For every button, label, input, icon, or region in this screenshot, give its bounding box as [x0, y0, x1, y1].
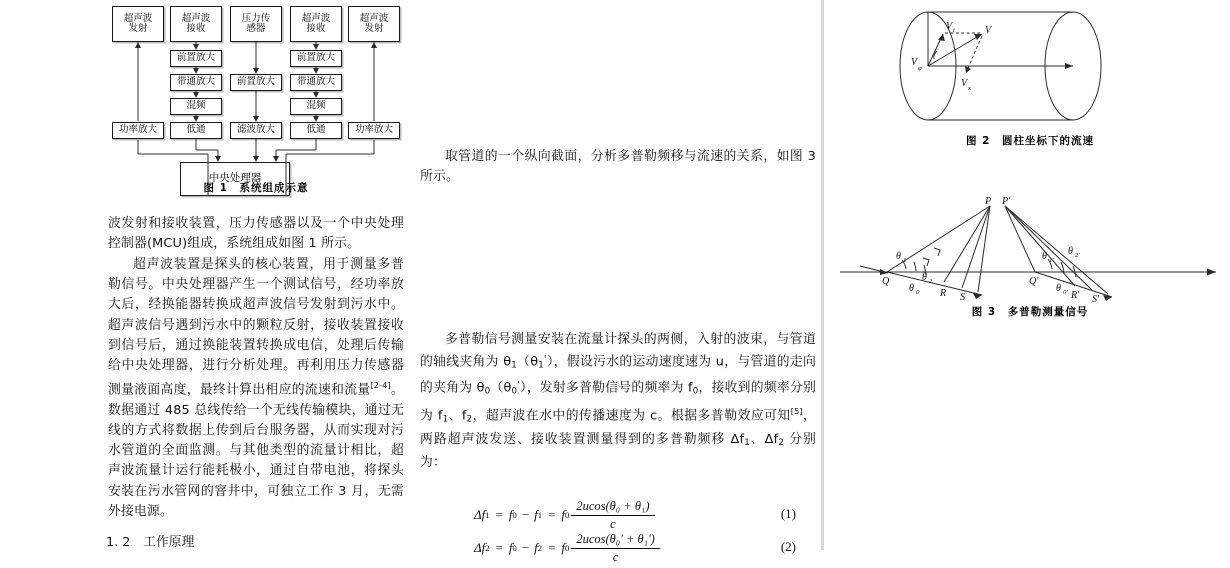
svg-text:t: t [953, 27, 955, 34]
eq1-equals-2: = [548, 507, 556, 522]
block-lowpass-left [170, 122, 222, 139]
section-heading-1-2: 1. 2 工作原理 [106, 535, 195, 550]
eq1-fraction [571, 499, 654, 532]
page-edge-shadow [821, 0, 824, 550]
block-label: 低通 [186, 124, 206, 136]
figure-3-caption: 图 3 多普勒测量信号 [971, 306, 1089, 318]
equation-2-body: Δf 2 = f 0 − f 2 = f 0 $\frac{\text{2ucos(θ₀' + θ₁')}}{c}$ [474, 528, 662, 568]
label-theta1-prime: θ [1042, 251, 1047, 262]
eq2-equals-2: = [548, 540, 556, 555]
reference-marker-2-4: [2-4] [370, 381, 391, 391]
figure-1-caption: 图 1 系统组成示意 [203, 182, 309, 194]
eq2-denominator: c [612, 549, 619, 564]
label-r: R [940, 288, 947, 299]
right-paragraph-1 [420, 147, 816, 187]
equation-1-body: Δf 1 = f 0 − f 1 = f 0 $\frac{\text{2ucos(θ₀ + θ₁)}}{c}$ [474, 495, 657, 535]
rp2-g: 、f [448, 408, 467, 424]
label-vx: V [961, 78, 968, 89]
block-label: 低通 [306, 124, 326, 136]
eq2-minus: − [521, 540, 530, 555]
block-label: 超声波 接收 [181, 12, 211, 34]
rp2-h: ，超声波在水中的传播速度为 c。根据多普勒效应可知 [472, 408, 791, 424]
figure-3-doppler-signal [830, 196, 1230, 326]
arrow-up [135, 42, 141, 48]
block-label: 带通放大 [296, 76, 335, 88]
block-label: 超声波 接收 [301, 12, 331, 34]
figure-2-caption: 图 2 圆柱坐标下的流速 [966, 135, 1094, 147]
eq2-t1: f [508, 540, 513, 555]
block-label: 滤波放大 [236, 124, 275, 136]
block-preamp-right [290, 50, 342, 67]
equation-1-number: (1) [780, 506, 796, 521]
right-paragraph-2: 多普勒信号测量安装在流量计探头的两侧，入射的波束，与管道的轴线夹角为 $\theta_1(\theta_1')$，假设污水的运动速度速为 u，与管道的走向的夹角为 $\theta_0(\theta_0')$，发射多普勒信号的频率为 $f_0$，接收到的频率分别为 $f_1$、$f_2$，超声波在水中的传播速度为 c。根据多普勒效应可知[5]，两路超声波发送、接收装置测量得到的多普勒频移 $\Delta f_1$、$\Delta f_2$ 分别为： [420, 332, 817, 470]
rp2-a: 多普勒信号测量安装在流量计探头的两侧，入射的波束，与管道的轴线夹角为 θ [420, 332, 816, 370]
block-label: 超声波 发射 [123, 12, 153, 34]
svg-text:1: 1 [903, 257, 907, 264]
rp2-e: ），发射多普勒信号的频率为 f [520, 380, 693, 396]
block-mixer-right [290, 98, 342, 115]
left-paragraph-2-text-b: 。数据通过 485 总线传给一个无线传输模块，通过无线的方式将数据上传到后台服务器，从而实现对污水管道的全面监测。与其他类型的流量计相比，超声波流量计运行能耗极小，通过自带电池，将探头安装在污水管网的窨井中，可独立工作 3 月，无需外接电源。 [108, 382, 405, 519]
rp2-f: ，接收到的频率分别为 f [420, 380, 816, 424]
label-p-prime: P' [1002, 196, 1011, 207]
eq1-lhs: Δf [474, 507, 486, 522]
label-v: V [985, 25, 992, 36]
figure-1-block-diagram [108, 2, 404, 202]
eq2-lhs: Δf [474, 540, 486, 555]
left-column [0, 0, 412, 550]
block-label: 混频 [186, 100, 206, 112]
block-tx-right [348, 6, 400, 42]
block-label: 前置放大 [176, 52, 215, 64]
svg-text:0: 0 [916, 289, 920, 296]
eq2-fraction [571, 532, 660, 565]
block-power-amp-right [348, 122, 400, 139]
left-paragraph-1-text: 波发射和接收装置，压力传感器以及一个中央处理控制器(MCU)组成，系统组成如图 1 所示。 [108, 216, 404, 252]
block-bandpass-amp-left [170, 74, 222, 91]
svg-text:x: x [968, 85, 971, 92]
rp2-i: ，两路超声波发送、接收装置测量得到的多普勒频移 Δf [420, 408, 816, 447]
eq2-numerator: 2ucos(θ₀' + θ₁') [571, 532, 660, 549]
block-label: 超声波 发射 [359, 12, 389, 34]
rp2-k: 分别为： [420, 431, 817, 470]
figure-2-cylinder-velocity [830, 2, 1230, 152]
label-vphi: V [911, 57, 918, 68]
svg-text:2: 2 [929, 278, 933, 285]
block-label: 带通放大 [176, 76, 215, 88]
rp2-j: 、Δf [749, 431, 779, 447]
block-mixer-left [170, 98, 222, 115]
left-paragraph-2 [108, 255, 404, 522]
label-r-prime: R' [1071, 290, 1080, 301]
left-paragraph-2-text-a: 超声波装置是探头的核心装置，用于测量多普勒信号。中央处理器产生一个测试信号，经功率放大后，经换能器转换成超声波信号发射到污水中。超声波信号遇到污水中的颗粒反射，接收装置接收到信号后，通过换能装置转换成电信，处理后传输给中央处理器，进行分析处理。再利用压力传感器测量液面高度，最终计算出相应的流速和流量 [108, 257, 404, 398]
block-preamp-middle [230, 74, 282, 91]
rp2-c: ），假设污水的运动速度速为 u，与管道的走向的夹角为 θ [420, 354, 817, 396]
left-paragraph-1 [108, 214, 404, 254]
label-theta0-prime: θ [1056, 283, 1061, 294]
block-preamp-left [170, 50, 222, 67]
block-bandpass-amp-right [290, 74, 342, 91]
right-paragraph-1-text: 取管道的一个纵向截面，分析多普勒频移与流速的关系，如图 3 所示。 [420, 149, 816, 185]
label-vt: V [946, 21, 953, 32]
block-label: 功率放大 [354, 124, 393, 136]
label-p: P [985, 196, 992, 207]
eq1-t3: f [561, 507, 566, 522]
label-s-prime: S' [1092, 294, 1100, 305]
eq2-equals-1: = [495, 540, 503, 555]
right-column [412, 0, 1100, 564]
block-tx-left [112, 6, 164, 42]
block-rx-left [170, 6, 222, 42]
svg-text:φ: φ [918, 65, 922, 72]
eq2-t3: f [561, 540, 566, 555]
block-label: 功率放大 [118, 124, 157, 136]
svg-text:0': 0' [1063, 289, 1068, 296]
rp2-b: （θ [516, 354, 539, 370]
eq2-t2: f [534, 540, 538, 555]
block-label: 前置放大 [296, 52, 335, 64]
equation-2 [412, 528, 824, 568]
block-power-amp-left [112, 122, 164, 139]
svg-text:1': 1' [1049, 257, 1054, 264]
eq1-equals-1: = [495, 507, 503, 522]
block-lowpass-right [290, 122, 342, 139]
label-q: Q [882, 276, 890, 287]
reference-marker-5: [5] [790, 406, 803, 416]
label-s: S [960, 292, 965, 303]
block-label: 混频 [306, 100, 326, 112]
eq1-numerator: 2ucos(θ₀ + θ₁) [571, 499, 654, 516]
rp2-d: （θ [490, 380, 512, 396]
svg-text:2': 2' [1075, 252, 1080, 259]
eq1-t1: f [508, 507, 513, 522]
equation-2-number: (2) [780, 539, 796, 554]
eq1-denominator: c [610, 516, 616, 531]
label-q-prime: Q' [1029, 276, 1039, 287]
block-label: 压力传 感器 [241, 12, 271, 34]
label-theta1: θ [896, 251, 901, 262]
block-rx-right [290, 6, 342, 42]
label-theta0: θ [909, 283, 914, 294]
block-filter-amp-middle [230, 122, 282, 139]
block-label: 前置放大 [236, 76, 275, 88]
label-theta2-prime: θ [1068, 246, 1073, 257]
block-label: 中央处理器 [208, 172, 262, 185]
block-pressure-sensor [230, 6, 282, 42]
eq1-t2: f [534, 507, 538, 522]
eq1-minus: − [521, 507, 530, 522]
label-theta2: θ [922, 272, 927, 283]
